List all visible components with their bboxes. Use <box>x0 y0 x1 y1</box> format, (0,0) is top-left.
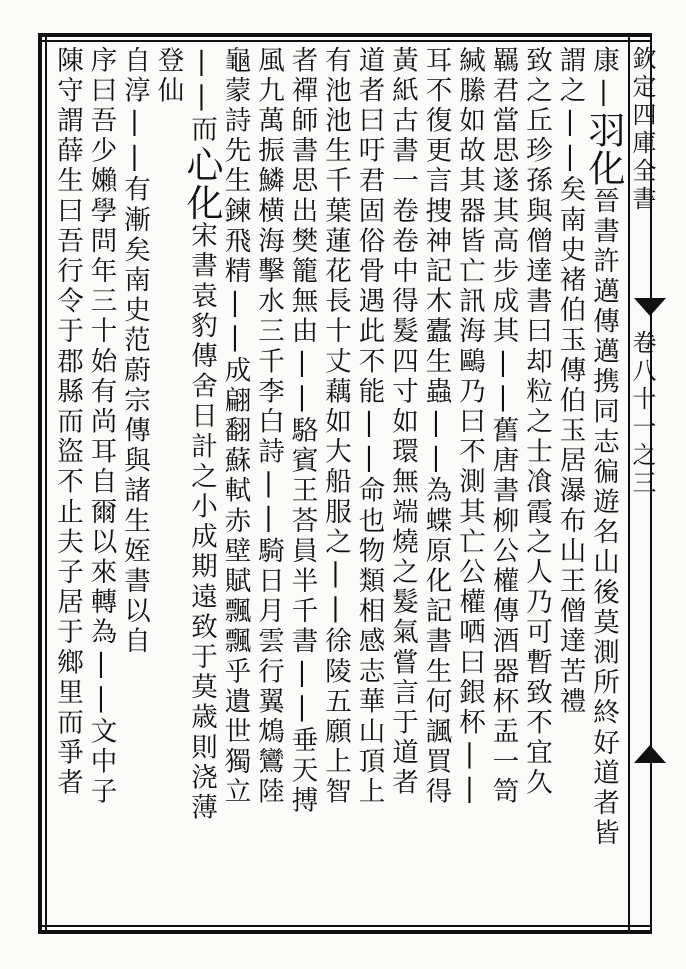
headword: 羽化 <box>582 110 625 187</box>
text-run: 羈君當思遂其高步成其||舊唐書柳公權傳酒器杯盂一笥 <box>487 46 519 808</box>
text-run: 康 <box>588 46 619 77</box>
text-run: 致之丘珍孫與僧達書曰却粒之士飡霞之人乃可暫致不宜久 <box>521 46 552 799</box>
text-run: ||而 <box>186 46 217 146</box>
text-run: | <box>588 76 619 111</box>
text-run: 緘縢如故其器皆亡訊海鷗乃曰不測其亡公權哂曰銀杯|| <box>454 46 485 808</box>
text-column <box>52 46 82 926</box>
text-column <box>320 46 350 926</box>
text-run: 登仙 <box>152 46 184 107</box>
fishtail-lower-icon <box>634 745 666 763</box>
text-run: 耳不復更言捜神記木蠹生蟲||為蝶原化記書生何諷買得 <box>420 46 452 808</box>
text-run: 有池池生千葉蓮花長十丈藕如大船服之||徐陵五願上智 <box>320 46 351 808</box>
text-column <box>454 46 484 926</box>
fishtail-upper-icon <box>634 298 666 316</box>
text-run: 序曰吾少嬾學問年三十始有尚耳自爾以來轉為||文中子 <box>85 46 117 808</box>
text-column <box>555 46 585 926</box>
text-run: 謂之||矣南史褚伯玉傳伯玉居瀑布山王僧達苦禮 <box>554 46 586 718</box>
text-column <box>521 46 551 926</box>
text-column <box>582 46 625 926</box>
text-run: 晉書許邁傳邁携同志徧遊名山後莫測所終好道者皆 <box>588 186 619 849</box>
text-run: 龜蒙詩先生鍊飛精||成翩翻蘇軾赤壁賦飄飄乎遺世獨立 <box>219 46 251 808</box>
text-run: 陳守謂薛生曰吾行令于郡縣而盜不止夫子居于鄉里而爭者 <box>52 46 83 799</box>
text-column <box>488 46 518 926</box>
text-run: 者禪師書思出樊籠無由||駱賓王荅員半千書||垂天搏 <box>286 46 318 817</box>
text-run: 宋書袁豹傳舍日計之小成期遠致于莫歳則浇薄 <box>186 221 217 824</box>
gutter-title: 欽定四庫全書 <box>628 46 656 214</box>
frame-bottom-rule <box>38 930 650 934</box>
text-run: 黃紙古書一卷卷中得髮四寸如環無端燒之髮氣嘗言于道者 <box>387 46 418 799</box>
text-column <box>253 46 283 926</box>
frame-left-rule <box>38 33 42 934</box>
headword: 心化 <box>180 145 223 222</box>
text-run: 自淳||有漸矣南史范蔚宗傳與諸生姪書以自 <box>119 46 150 657</box>
frame-top-rule <box>38 33 650 37</box>
text-run: 風九萬振鱗横海擊水三千李白詩||騎日月雲行翼鴆鸞陸 <box>253 46 284 808</box>
text-run: 道者曰吁君固俗骨遇此不能||命也物類相感志華山頂上 <box>353 46 385 808</box>
text-column <box>387 46 417 926</box>
gutter-volume: 卷八十一之三 <box>628 330 656 498</box>
text-column <box>86 46 116 926</box>
frame-left-inner-rule <box>45 33 47 934</box>
text-column <box>119 46 149 926</box>
text-column <box>153 46 183 926</box>
text-column <box>287 46 317 926</box>
text-column <box>220 46 250 926</box>
text-column <box>421 46 451 926</box>
text-column <box>180 46 223 926</box>
text-column <box>354 46 384 926</box>
frame-top-inner-rule <box>38 40 650 42</box>
